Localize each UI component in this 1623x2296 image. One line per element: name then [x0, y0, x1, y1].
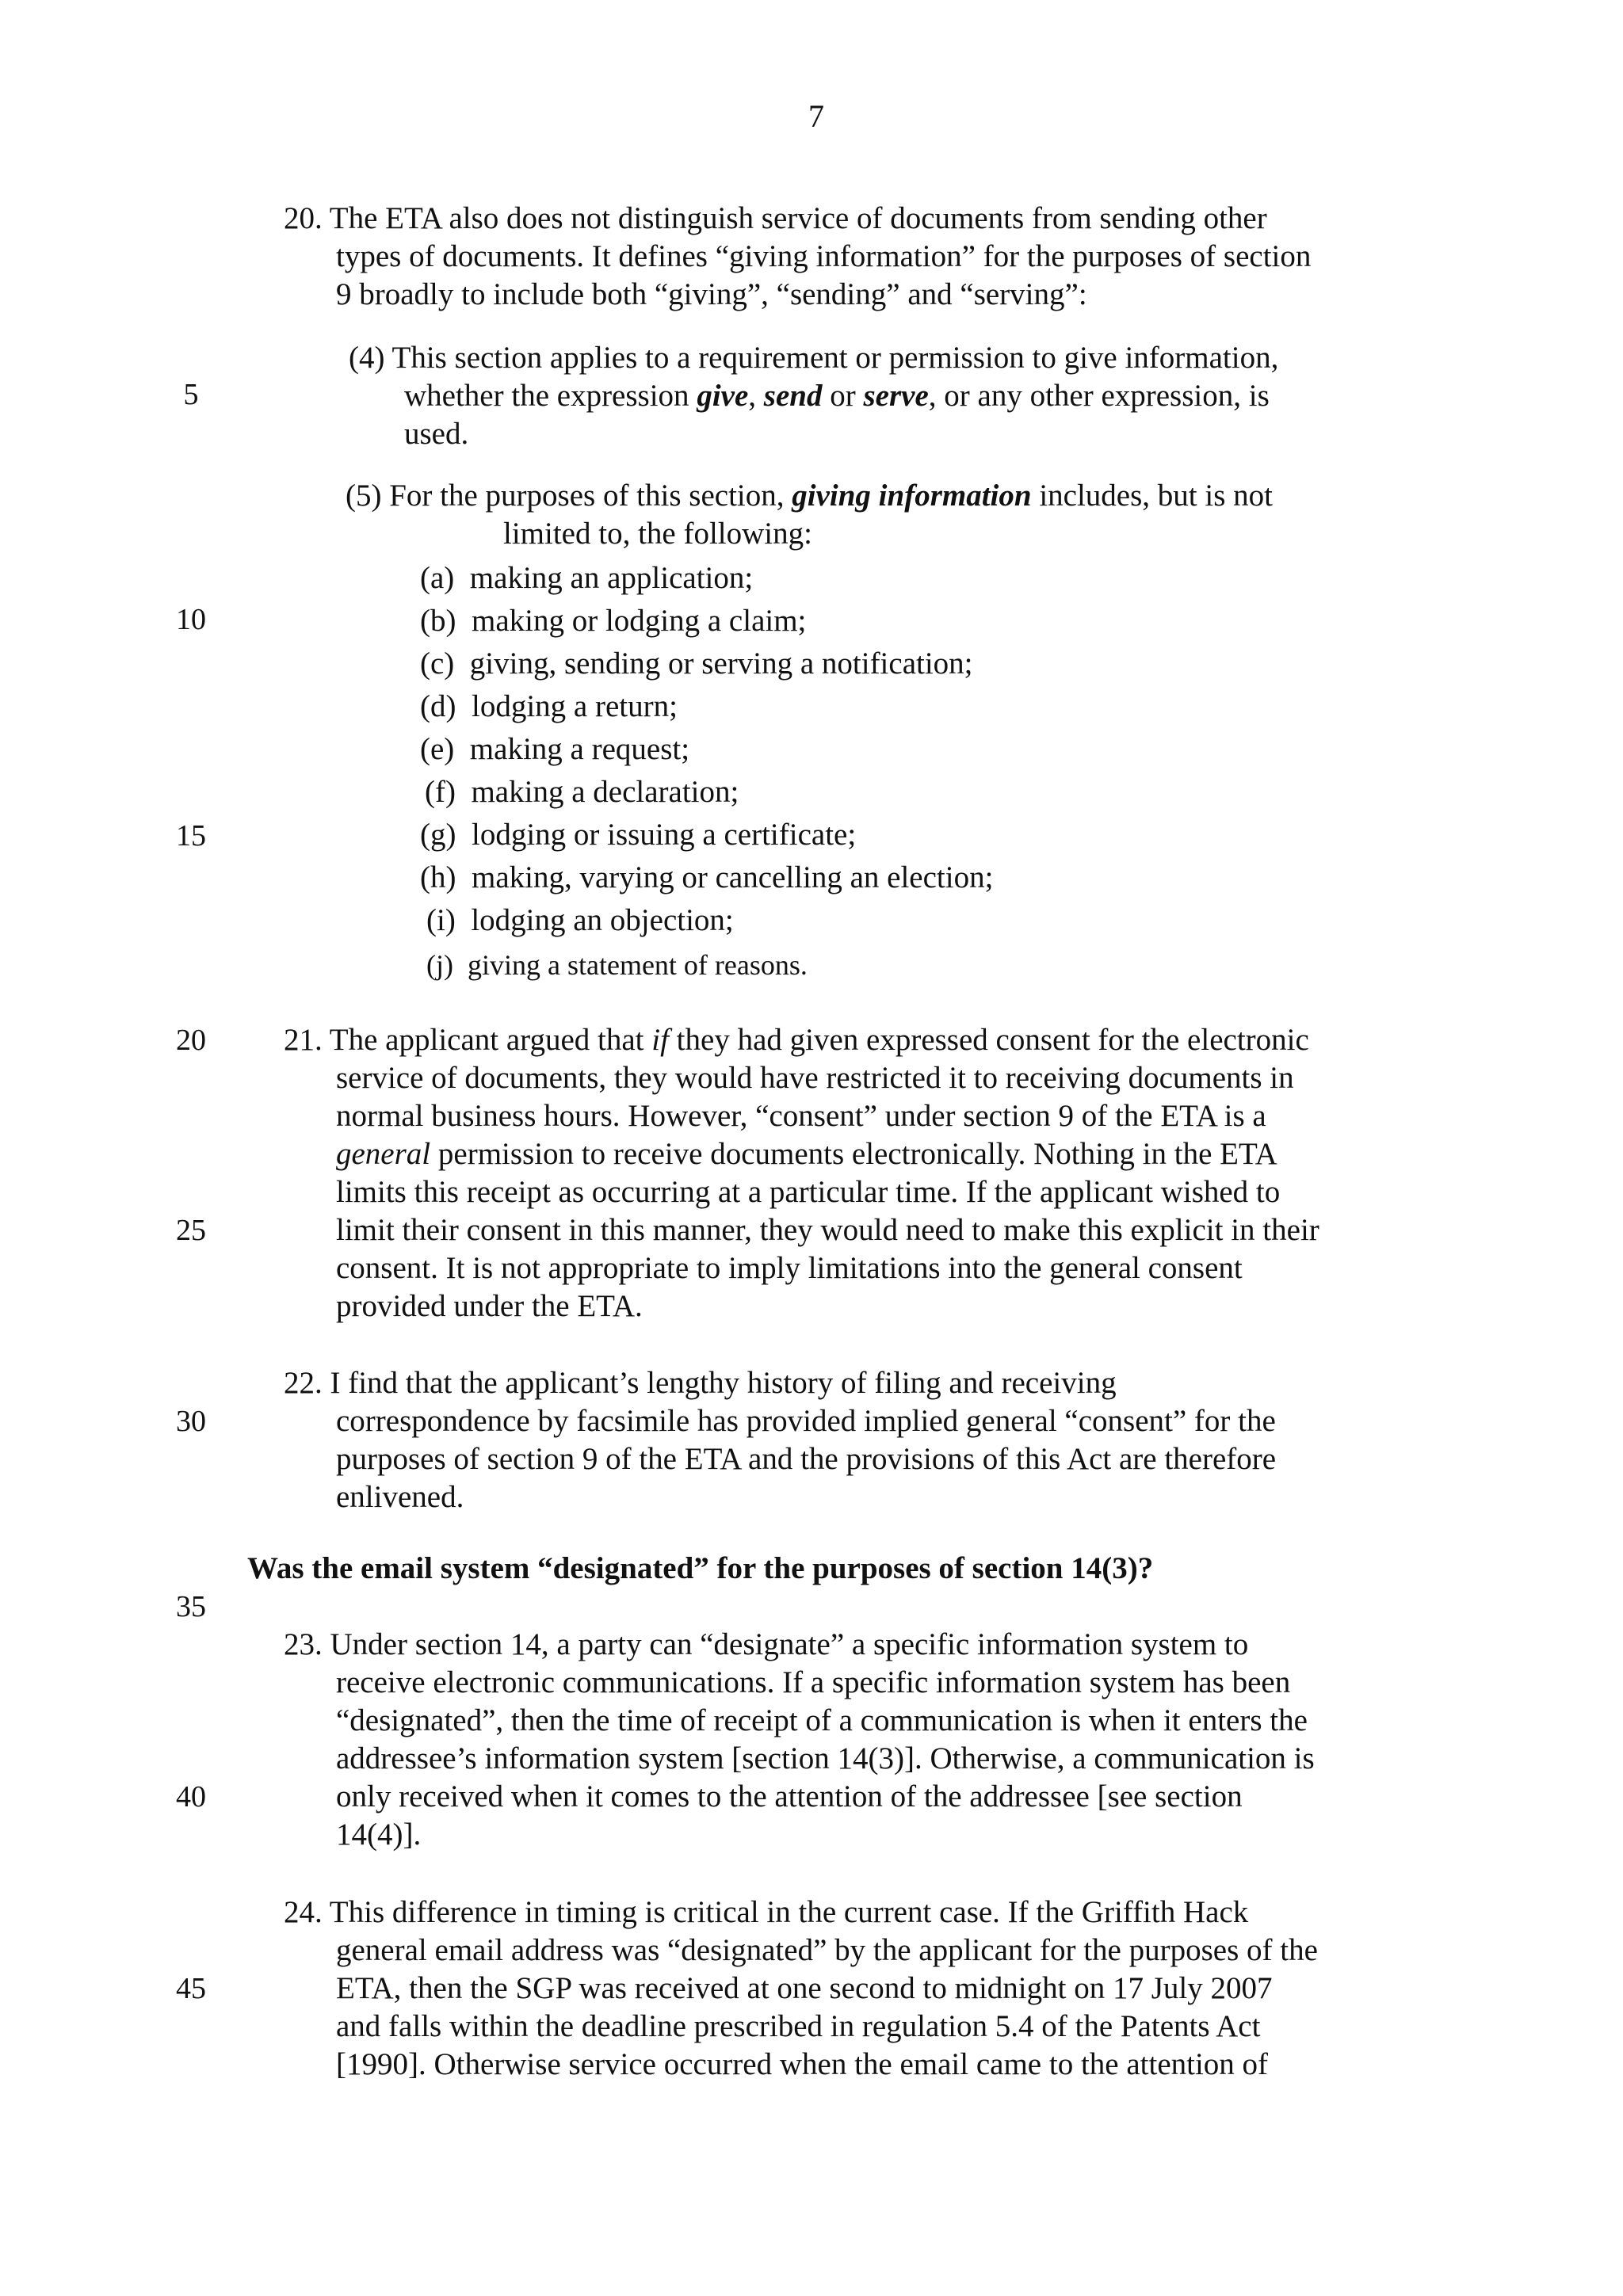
text-line: “designated”, then the time of receipt of a communication is when it enters the	[336, 1703, 1308, 1737]
text-line: used.	[404, 417, 469, 451]
text-line: limited to, the following:	[503, 517, 812, 551]
line-number: 10	[176, 603, 206, 636]
line-number: 25	[176, 1214, 206, 1247]
list-item: (d) lodging a return;	[420, 689, 678, 723]
text-line: 14(4)].	[336, 1817, 422, 1852]
text-line: 9 broadly to include both “giving”, “sending” and “serving”:	[336, 277, 1087, 311]
list-item: (j) giving a statement of reasons.	[426, 949, 808, 981]
text-line: 21. The applicant argued that if they had given expressed consent for the electronic	[284, 1023, 1309, 1057]
text-line: purposes of section 9 of the ETA and the provisions of this Act are therefore	[336, 1442, 1277, 1476]
text-line: service of documents, they would have restricted it to receiving documents in	[336, 1061, 1294, 1095]
text-line: enlivened.	[336, 1480, 464, 1514]
list-item: (f) making a declaration;	[425, 775, 739, 809]
text-line: limit their consent in this manner, they would need to make this explicit in their	[336, 1213, 1319, 1247]
text-line: correspondence by facsimile has provided implied general “consent” for the	[336, 1404, 1276, 1438]
line-number: 40	[176, 1780, 206, 1814]
text-line: general email address was “designated” by the applicant for the purposes of the	[336, 1933, 1318, 1967]
page-number: 7	[808, 98, 824, 134]
list-item: (b) making or lodging a claim;	[420, 604, 807, 638]
list-item: (c) giving, sending or serving a notification;	[420, 646, 973, 681]
line-number: 30	[176, 1405, 206, 1438]
list-item: (a) making an application;	[420, 561, 754, 595]
text-line: normal business hours. However, “consent” under section 9 of the ETA is a	[336, 1099, 1266, 1133]
list-item: (h) making, varying or cancelling an election;	[420, 860, 994, 894]
line-number: 45	[176, 1972, 206, 2005]
text-line: receive electronic communications. If a specific information system has been	[336, 1665, 1291, 1699]
text-line: (5) For the purposes of this section, giving information includes, but is not	[346, 479, 1273, 513]
text-line: 23. Under section 14, a party can “designate” a specific information system to	[284, 1627, 1249, 1661]
list-item: (i) lodging an objection;	[426, 903, 734, 937]
text-line: ETA, then the SGP was received at one second to midnight on 17 July 2007	[336, 1971, 1273, 2005]
text-line: 20. The ETA also does not distinguish service of documents from sending other	[284, 201, 1267, 235]
text-line: provided under the ETA.	[336, 1289, 643, 1323]
text-line: limits this receipt as occurring at a particular time. If the applicant wished to	[336, 1175, 1281, 1209]
list-item: (g) lodging or issuing a certificate;	[420, 818, 857, 852]
section-heading: Was the email system “designated” for the purposes of section 14(3)?	[247, 1551, 1154, 1585]
line-number: 20	[176, 1024, 206, 1057]
text-line: 24. This difference in timing is critical in the current case. If the Griffith Hack	[284, 1895, 1249, 1929]
text-line: whether the expression give, send or serve, or any other expression, is	[404, 379, 1270, 413]
text-line: (4) This section applies to a requirement or permission to give information,	[349, 341, 1279, 375]
line-number: 5	[183, 378, 199, 411]
text-line: consent. It is not appropriate to imply limitations into the general consent	[336, 1251, 1243, 1285]
text-line: and falls within the deadline prescribed in regulation 5.4 of the Patents Act	[336, 2009, 1261, 2043]
text-line: types of documents. It defines “giving information” for the purposes of section	[336, 239, 1312, 273]
text-line: addressee’s information system [section 14(3)]. Otherwise, a communication is	[336, 1741, 1315, 1775]
text-line: [1990]. Otherwise service occurred when the email came to the attention of	[336, 2047, 1269, 2081]
list-item: (e) making a request;	[420, 732, 690, 766]
text-line: general permission to receive documents electronically. Nothing in the ETA	[336, 1137, 1277, 1171]
line-number: 35	[176, 1590, 206, 1623]
text-line: only received when it comes to the attention of the addressee [see section	[336, 1779, 1243, 1814]
text-line: 22. I find that the applicant’s lengthy history of filing and receiving	[284, 1366, 1117, 1400]
line-number: 15	[176, 819, 206, 852]
